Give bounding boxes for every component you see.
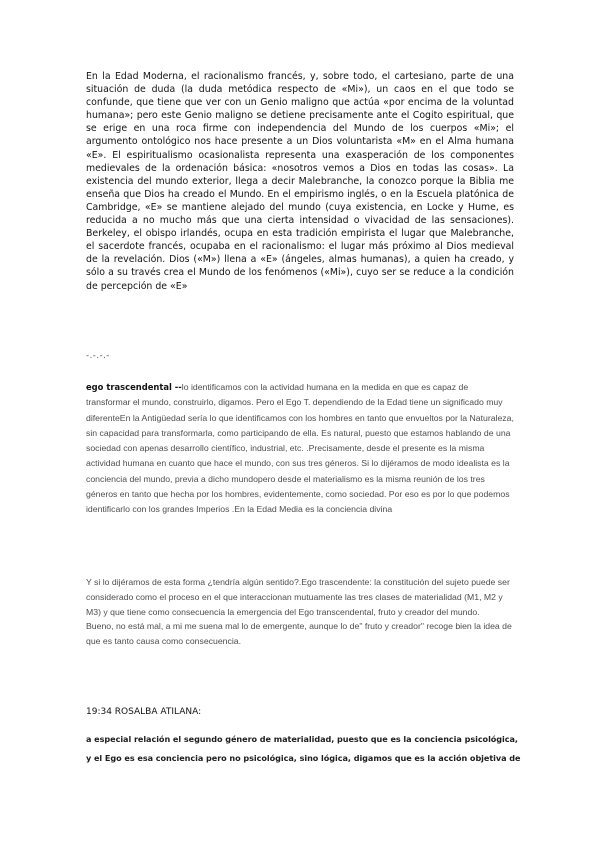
paragraph-edad-moderna: En la Edad Moderna, el racionalismo francés, y, sobre todo, el cartesiano, parte de una situación de duda (la duda metódica respecto de «Mi»), un caos en el que todo se confunde, que tiene que ver con un Genio maligno que actúa «por encima de la voluntad humana»; pero este Genio maligno se detiene precisamente ante el Cogito espiritual, que se erige en una roca firme con independencia del Mundo de los cuerpos «Mi»; el argumento ontológico nos hace presente a un Dios voluntarista «M» en el Alma humana «E». El espiritualismo ocasionalista representa una exasperación de los componentes medievales de la ordenación básica: «nosotros vemos a Dios en todas las cosas». La existencia del mundo exterior, llega a decir Malebranche, la conozco porque la Biblia me enseña que Dios ha creado el Mundo. En el empirismo inglés, o en la Escuela platónica de Cambridge, «E» se mantiene alejado del mundo (cuya existencia, en Locke y Hume, es reducida a no mucho más que una cierta intensidad o vivacidad de las sensaciones). Berkeley, el obispo irlandés, ocupa en esta tradición empirista el lugar que Malebranche, el sacerdote francés, ocupaba en el racionalismo: el lugar más próximo al Dios medieval de la revelación. Dios («M») llena a «E» (ángeles, almas humanas), a quien ha creado, y sólo a su través crea el Mundo de los fenómenos («Mi»), cuyo ser se reduce a la condición de percepción de «E» (86, 71, 514, 292)
bold-quote-line-1: a especial relación el segundo género de materialidad, puesto que es la conciencia psicológica, (86, 734, 518, 744)
paragraph-body: lo identificamos con la actividad humana en la medida en que es capaz de transformar el mundo, construirlo, digamos. Pero el Ego T. dependiendo de la Edad tiene un significado muy diferenteEn la Antigüedad sería lo que identificamos con los hombres en tanto que envueltos por la Naturaleza, sin capacidad para transformarla, como participando de ella. Es natural, puesto que estamos hablando de una sociedad con apenas desarrollo científico, industrial, etc. .Precisamente, desde el presente es la misma actividad humana en cuanto que hace el mundo, con sus tres géneros. Si lo dijéramos de modo idealista es la conciencia del mundo, previa a dicho mundopero desde el materialismo es la misma reunión de los tres géneros en tanto que hecha por los hombres, evidentemente, como sociedad. Por eso es por lo que podemos identificarlo con los grandes Imperios .En la Edad Media es la conciencia divina (86, 382, 514, 515)
speaker-timestamp-line: 19:34 ROSALBA ATILANA: (86, 707, 202, 717)
bold-quote-line-2: y el Ego es esa conciencia pero no psicológica, sino lógica, digamos que es la acción objetiva de (86, 752, 521, 763)
paragraph-bold-quote (86, 730, 521, 767)
paragraph-question: Y si lo dijéramos de esta forma ¿tendría algún sentido?.Ego trascendente: la constitución del sujeto puede ser considerado como el proceso en el que interaccionan mutuamente las tres clases de materialidad (M1, M2 y M3) y que tiene como consecuencia la emergencia del Ego transcendental, fruto y creador del mundo. (86, 577, 510, 617)
paragraph-ego-trascendental (86, 380, 514, 518)
paragraph-reply: Bueno, no está mal, a mi me suena mal lo de emergente, aunque lo de" fruto y creador" recoge bien la idea de que es tanto causa como consecuencia. (86, 621, 512, 646)
paragraph-lead-term: ego trascendental -- (86, 382, 182, 392)
section-separator: -.-.-.- (86, 351, 110, 361)
